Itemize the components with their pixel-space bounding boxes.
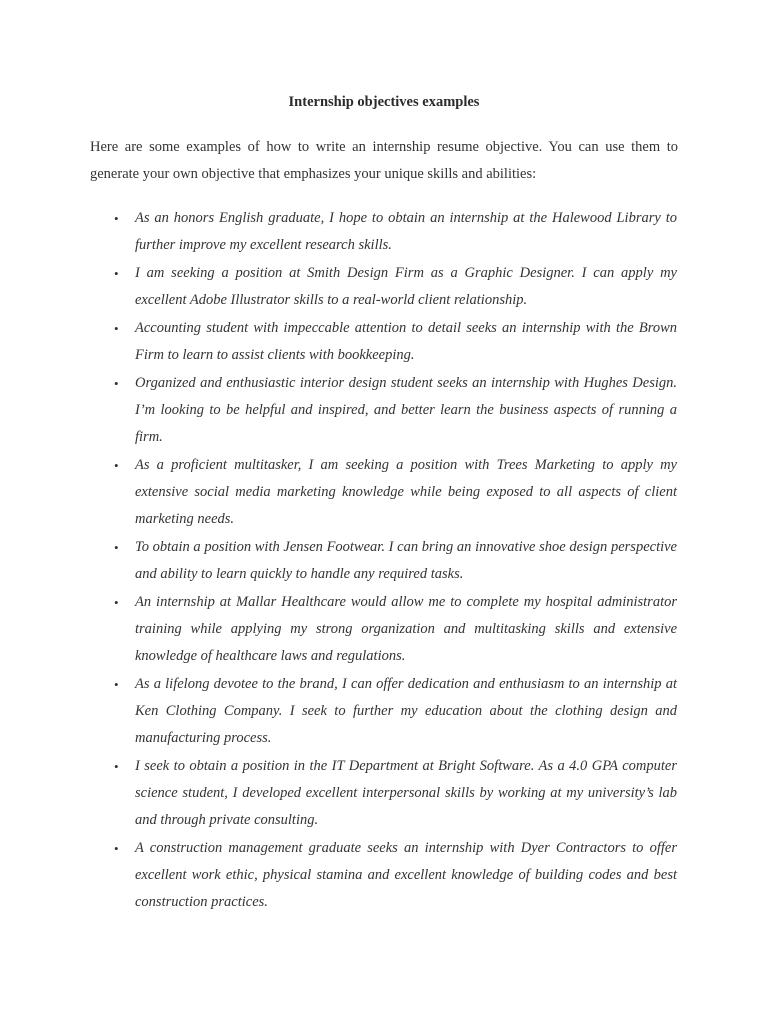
list-item [0,835,768,916]
bullet-icon: • [114,595,119,610]
example-text: Accounting student with impeccable attention to detail seeks an internship with the Brown Firm to learn to assist clients with bookkeeping. [135,320,677,363]
list-item [0,589,768,670]
bullet-icon: • [114,540,119,555]
example-text: As an honors English graduate, I hope to obtain an internship at the Halewood Library to further improve my excellent research skills. [135,210,677,253]
bullet-icon: • [114,376,119,391]
list-item [0,205,768,259]
example-text: To obtain a position with Jensen Footwear. I can bring an innovative shoe design perspective and ability to learn quickly to handle any required tasks. [135,539,677,582]
bullet-icon: • [114,458,119,473]
bullet-icon: • [114,266,119,281]
bullet-icon: • [114,677,119,692]
example-text: As a lifelong devotee to the brand, I can offer dedication and enthusiasm to an internship at Ken Clothing Company. I seek to further my education about the clothing design and manufacturing process. [135,676,677,746]
example-text: A construction management graduate seeks an internship with Dyer Contractors to offer excellent work ethic, physical stamina and excellent knowledge of building codes and best construction practices. [135,840,677,910]
bullet-icon: • [114,759,119,774]
example-text: Organized and enthusiastic interior design student seeks an internship with Hughes Design. I’m looking to be helpful and inspired, and better learn the business aspects of running a firm. [135,375,677,445]
list-item [0,260,768,314]
list-item [0,452,768,533]
example-text: As a proficient multitasker, I am seeking a position with Trees Marketing to apply my extensive social media marketing knowledge while being exposed to all aspects of client marketing needs. [135,457,677,527]
intro-paragraph: Here are some examples of how to write an internship resume objective. You can use them to generate your own objective that emphasizes your unique skills and abilities: [90,139,678,182]
example-text: I seek to obtain a position in the IT Department at Bright Software. As a 4.0 GPA computer science student, I developed excellent interpersonal skills by working at my university’s lab and through private consulting. [135,758,677,828]
list-item [0,315,768,369]
list-item [0,370,768,451]
bullet-icon: • [114,841,119,856]
example-text: An internship at Mallar Healthcare would allow me to complete my hospital administrator training while applying my strong organization and multitasking skills and extensive knowledge of healthcare laws and regulations. [135,594,677,664]
list-item [0,671,768,752]
bullet-icon: • [114,321,119,336]
list-item [0,534,768,588]
example-text: I am seeking a position at Smith Design Firm as a Graphic Designer. I can apply my excellent Adobe Illustrator skills to a real-world client relationship. [135,265,677,308]
list-item [0,753,768,834]
examples-list [0,205,768,917]
bullet-icon: • [114,211,119,226]
document-title: Internship objectives examples [288,94,480,110]
